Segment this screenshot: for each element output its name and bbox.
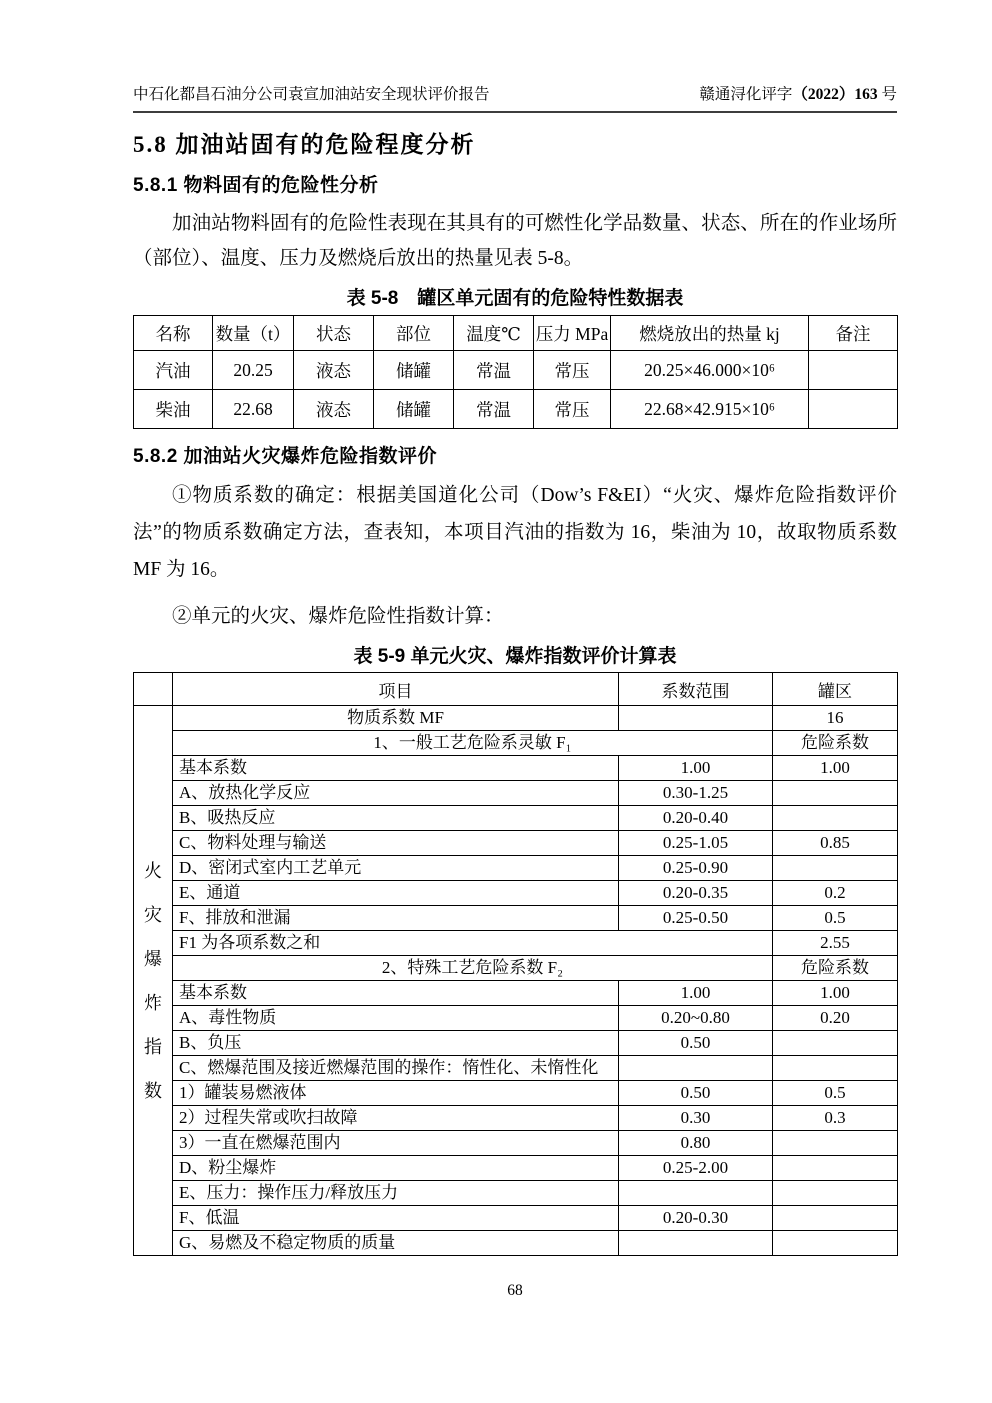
table-5-9-item-cell: F、低温 [173, 1206, 619, 1231]
table-5-9-row [134, 1231, 898, 1256]
table-5-9-header-row [134, 673, 898, 706]
paragraph-5-8-2a: ①物质系数的确定：根据美国道化公司（Dow’s F&EI）“火灾、爆炸危险指数评价法”的物质系数确定方法，查表知，本项目汽油的指数为 16，柴油为 10，故取物质系数 MF 为 16。 [133, 485, 897, 580]
side-label-char: 爆 [144, 948, 162, 969]
table-5-9-item-cell: 基本系数 [173, 981, 619, 1006]
table-5-9-item-cell: 2）过程失常或吹扫故障 [173, 1106, 619, 1131]
page-number: 68 [507, 1282, 523, 1299]
table-5-9-row [134, 1181, 898, 1206]
table-5-9-value-cell: 0.2 [773, 881, 898, 906]
page-header [133, 84, 897, 113]
table-5-9-value-cell [773, 1181, 898, 1206]
section-5-8-title: 5.8 加油站固有的危险程度分析 [133, 132, 476, 157]
table-5-9-row [134, 806, 898, 831]
table-5-9-item-cell: F、排放和泄漏 [173, 906, 619, 931]
table-5-9-value-cell: 0.5 [773, 1081, 898, 1106]
table-5-9-row [134, 756, 898, 781]
table-5-8-header-cell: 压力 MPa [534, 316, 611, 351]
table-5-9-row [134, 1006, 898, 1031]
table-5-9-value-cell: 0.20 [773, 1006, 898, 1031]
side-label-char: 灾 [144, 904, 162, 925]
table-5-9-range-cell [619, 1056, 773, 1081]
section-5-8-1-title: 5.8.1 物料固有的危险性分析 [133, 175, 379, 196]
table-5-8-cell: 20.25 [213, 351, 294, 390]
table-5-9-value-cell [773, 1156, 898, 1181]
table-5-8-cell: 液态 [294, 390, 374, 429]
side-label-char: 炸 [144, 992, 162, 1013]
header-left-title: 中石化都昌石油分公司袁宣加油站安全现状评价报告 [133, 86, 490, 103]
header-right-number: （2022）163 [792, 86, 878, 103]
table-5-9-range-cell: 0.30 [619, 1106, 773, 1131]
table-5-9-range-cell [619, 706, 773, 731]
table-5-9-row [134, 956, 898, 981]
table-5-9-item-cell: 1、一般工艺危险系灵敏 F₁ [173, 731, 773, 756]
table-5-8-cell: 常压 [534, 351, 611, 390]
table-5-9-row [134, 706, 898, 731]
table-5-9-value-cell [773, 806, 898, 831]
table-5-9-body [134, 706, 898, 1256]
table-5-9-item-cell: E、通道 [173, 881, 619, 906]
table-5-9-row [134, 1106, 898, 1131]
table-5-9-row [134, 881, 898, 906]
table-5-9-row [134, 731, 898, 756]
table-5-9-value-cell [773, 781, 898, 806]
table-5-9-range-cell: 0.80 [619, 1131, 773, 1156]
table-5-9-item-cell: A、毒性物质 [173, 1006, 619, 1031]
table-5-8-cell: 常温 [454, 390, 534, 429]
table-5-9-item-cell: 2、特殊工艺危险系数 F₂ [173, 956, 773, 981]
table-5-9-item-cell: B、负压 [173, 1031, 619, 1056]
table-5-9-item-cell: E、压力：操作压力/释放压力 [173, 1181, 619, 1206]
table-5-9-row [134, 1056, 898, 1081]
table-5-9-range-cell: 0.50 [619, 1081, 773, 1106]
table-5-9-range-cell: 1.00 [619, 981, 773, 1006]
table-5-9-row [134, 1156, 898, 1181]
table-5-9-range-cell: 0.25-0.50 [619, 906, 773, 931]
table-5-8-cell [809, 390, 898, 429]
table-5-9-item-cell: G、易燃及不稳定物质的质量 [173, 1231, 619, 1256]
table-5-8-header-cell: 状态 [294, 316, 374, 351]
table-5-9-value-cell [773, 856, 898, 881]
table-5-8-row [134, 351, 898, 390]
table-5-8-cell [809, 351, 898, 390]
table-5-8-header-cell: 数量（t） [213, 316, 294, 351]
table-5-9-value-cell: 危险系数 [773, 956, 898, 981]
table-5-9-range-cell: 0.25-1.05 [619, 831, 773, 856]
table-5-9-value-cell: 1.00 [773, 756, 898, 781]
table-5-8-header-row [134, 316, 898, 351]
section-5-8-2-title: 5.8.2 加油站火灾爆炸危险指数评价 [133, 446, 438, 467]
table-5-9-range-cell [619, 1231, 773, 1256]
table-5-9-row [134, 906, 898, 931]
table-5-9-range-cell: 0.25-0.90 [619, 856, 773, 881]
table-5-9-range-cell: 0.30-1.25 [619, 781, 773, 806]
table-5-9-header-cell: 项目 [173, 673, 619, 706]
table-5-9-value-cell [773, 1206, 898, 1231]
table-5-9-row [134, 1131, 898, 1156]
table-5-9-value-cell: 危险系数 [773, 731, 898, 756]
table-5-8-cell: 储罐 [374, 390, 454, 429]
table-5-9 [133, 672, 898, 1256]
table-5-9-item-cell: 基本系数 [173, 756, 619, 781]
header-right-suffix: 号 [877, 86, 897, 103]
header-right-ref [699, 84, 897, 106]
table-5-9-row [134, 831, 898, 856]
table-5-8-body [134, 351, 898, 429]
table-5-9-value-cell [773, 1131, 898, 1156]
side-label-char: 指 [144, 1036, 162, 1057]
table-5-9-header-cell: 罐区 [773, 673, 898, 706]
table-5-8-cell: 20.25×46.000×10⁶ [611, 351, 809, 390]
table-5-8-row [134, 390, 898, 429]
table-5-9-item-cell: D、粉尘爆炸 [173, 1156, 619, 1181]
table-5-8-head [134, 316, 898, 351]
table-5-9-range-cell: 0.20-0.40 [619, 806, 773, 831]
table-5-9-range-cell [619, 1181, 773, 1206]
table-5-9-row [134, 981, 898, 1006]
table-5-9-item-cell: B、吸热反应 [173, 806, 619, 831]
table-5-9-range-cell: 0.25-2.00 [619, 1156, 773, 1181]
table-5-9-item-cell: 物质系数 MF [173, 706, 619, 731]
paragraph-5-8-1: 加油站物料固有的危险性表现在其具有的可燃性化学品数量、状态、所在的作业场所（部位）、温度、压力及燃烧后放出的热量见表 5-8。 [133, 213, 897, 269]
table-5-9-range-cell: 0.20-0.35 [619, 881, 773, 906]
table-5-8-cell: 液态 [294, 351, 374, 390]
table-5-9-value-cell: 0.5 [773, 906, 898, 931]
table-5-8-cell: 22.68 [213, 390, 294, 429]
table-5-9-range-cell: 0.50 [619, 1031, 773, 1056]
table-5-9-range-cell: 0.20~0.80 [619, 1006, 773, 1031]
table-5-9-head [134, 673, 898, 706]
table-5-9-range-cell: 0.20-0.30 [619, 1206, 773, 1231]
table-5-9-side-label [134, 706, 173, 1256]
table-5-9-header-cell: 系数范围 [619, 673, 773, 706]
table-5-9-item-cell: F1 为各项系数之和 [173, 931, 773, 956]
table-5-9-row [134, 931, 898, 956]
table-5-9-row [134, 856, 898, 881]
table-5-9-item-cell: C、物料处理与输送 [173, 831, 619, 856]
table-5-8-cell: 22.68×42.915×10⁶ [611, 390, 809, 429]
table-5-9-item-cell: C、燃爆范围及接近燃爆范围的操作：惰性化、未惰性化 [173, 1056, 619, 1081]
table-5-8 [133, 315, 898, 429]
paragraph-5-8-2b: ②单元的火灾、爆炸危险性指数计算： [172, 606, 504, 627]
table-5-9-range-cell: 1.00 [619, 756, 773, 781]
table-5-8-header-cell: 备注 [809, 316, 898, 351]
table-5-8-cell: 常温 [454, 351, 534, 390]
table-5-9-item-cell: D、密闭式室内工艺单元 [173, 856, 619, 881]
table-5-9-item-cell: 3）一直在燃爆范围内 [173, 1131, 619, 1156]
table-5-9-value-cell: 0.85 [773, 831, 898, 856]
table-5-9-value-cell: 0.3 [773, 1106, 898, 1131]
table-5-8-header-cell: 部位 [374, 316, 454, 351]
table-5-9-value-cell: 2.55 [773, 931, 898, 956]
side-label-char: 火 [144, 860, 162, 881]
side-label-char: 数 [144, 1080, 162, 1101]
table-5-8-cell: 储罐 [374, 351, 454, 390]
header-right-prefix: 赣通浔化评字 [699, 86, 793, 103]
table-5-9-value-cell: 1.00 [773, 981, 898, 1006]
table-5-9-value-cell [773, 1056, 898, 1081]
table-5-8-caption: 表 5-8 罐区单元固有的危险特性数据表 [346, 288, 684, 309]
table-5-9-value-cell [773, 1231, 898, 1256]
table-5-8-header-cell: 温度℃ [454, 316, 534, 351]
table-5-9-item-cell: 1）罐装易燃液体 [173, 1081, 619, 1106]
table-5-9-row [134, 781, 898, 806]
table-5-8-header-cell: 名称 [134, 316, 213, 351]
table-5-9-row [134, 1206, 898, 1231]
table-5-9-row [134, 1081, 898, 1106]
table-5-8-cell: 汽油 [134, 351, 213, 390]
table-5-9-value-cell [773, 1031, 898, 1056]
table-5-8-cell: 柴油 [134, 390, 213, 429]
table-5-9-value-cell: 16 [773, 706, 898, 731]
table-5-8-header-cell: 燃烧放出的热量 kj [611, 316, 809, 351]
table-5-9-header-cell [134, 673, 173, 706]
table-5-9-item-cell: A、放热化学反应 [173, 781, 619, 806]
table-5-9-caption: 表 5-9 单元火灾、爆炸指数评价计算表 [353, 646, 677, 667]
table-5-8-cell: 常压 [534, 390, 611, 429]
table-5-9-row [134, 1031, 898, 1056]
